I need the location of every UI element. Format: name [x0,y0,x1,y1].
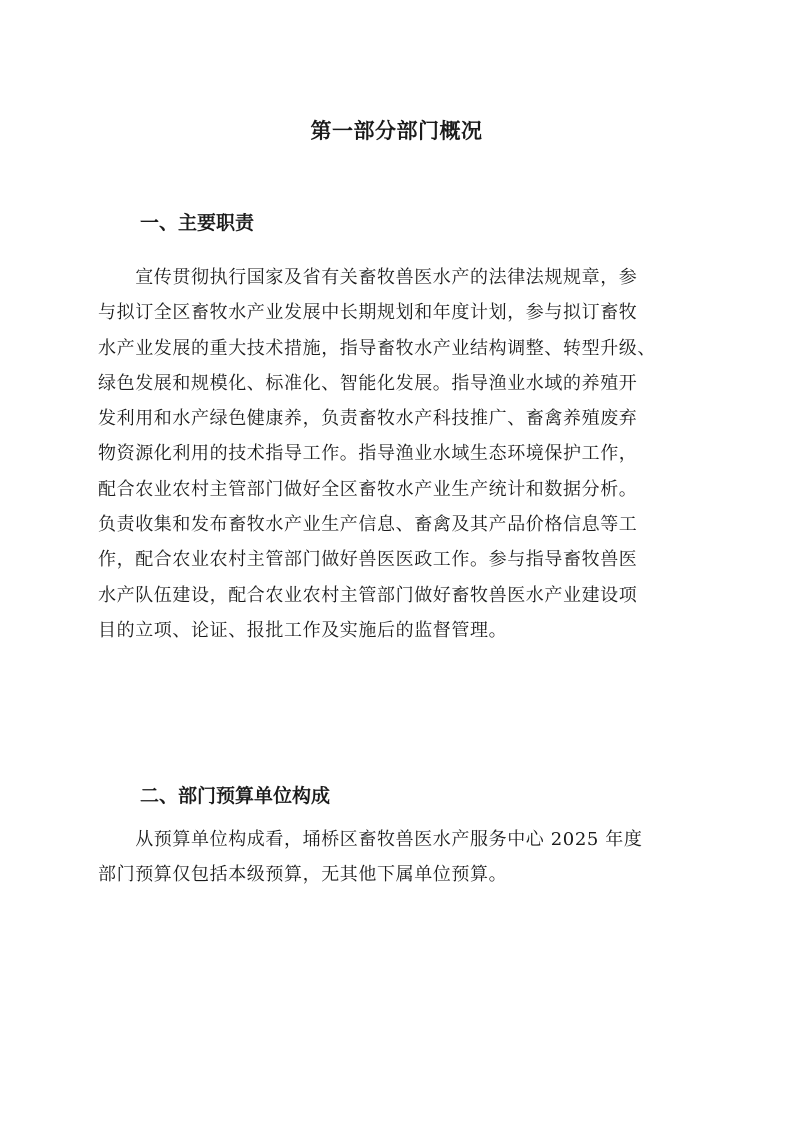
text-line: 水产业发展的重大技术措施，指导畜牧水产业结构调整、转型升级、 [98,337,656,359]
text-line: 部门预算仅包括本级预算，无其他下属单位预算。 [98,864,508,886]
text-line: 作，配合农业农村主管部门做好兽医医政工作。参与指导畜牧兽医 [98,549,638,571]
text-line: 配合农业农村主管部门做好全区畜牧水产业生产统计和数据分析。 [98,478,638,500]
text-line: 水产队伍建设，配合农业农村主管部门做好畜牧兽医水产业建设项 [98,584,638,606]
section-body-main-duties [98,260,710,648]
text-line: 负责收集和发布畜牧水产业生产信息、畜禽及其产品价格信息等工 [98,514,638,536]
text-line: 物资源化利用的技术指导工作。指导渔业水域生态环境保护工作， [98,443,638,465]
text-line: 目的立项、论证、报批工作及实施后的监督管理。 [98,619,508,641]
text-line: 绿色发展和规模化、标准化、智能化发展。指导渔业水域的养殖开 [98,372,638,394]
text-line: 发利用和水产绿色健康养，负责畜牧水产科技推广、畜禽养殖废弃 [98,408,638,430]
section-heading-budget-units: 二、部门预算单位构成 [140,785,331,807]
text-line: 从预算单位构成看，埇桥区畜牧兽医水产服务中心 2025 年度 [98,829,643,850]
section-heading-main-duties: 一、主要职责 [140,212,255,234]
section-body-budget-units [98,822,710,893]
page-title: 第一部分部门概况 [310,119,483,143]
text-line: 与拟订全区畜牧水产业发展中长期规划和年度计划，参与拟订畜牧 [98,302,638,324]
text-line: 宣传贯彻执行国家及省有关畜牧兽医水产的法律法规规章，参 [98,267,638,288]
